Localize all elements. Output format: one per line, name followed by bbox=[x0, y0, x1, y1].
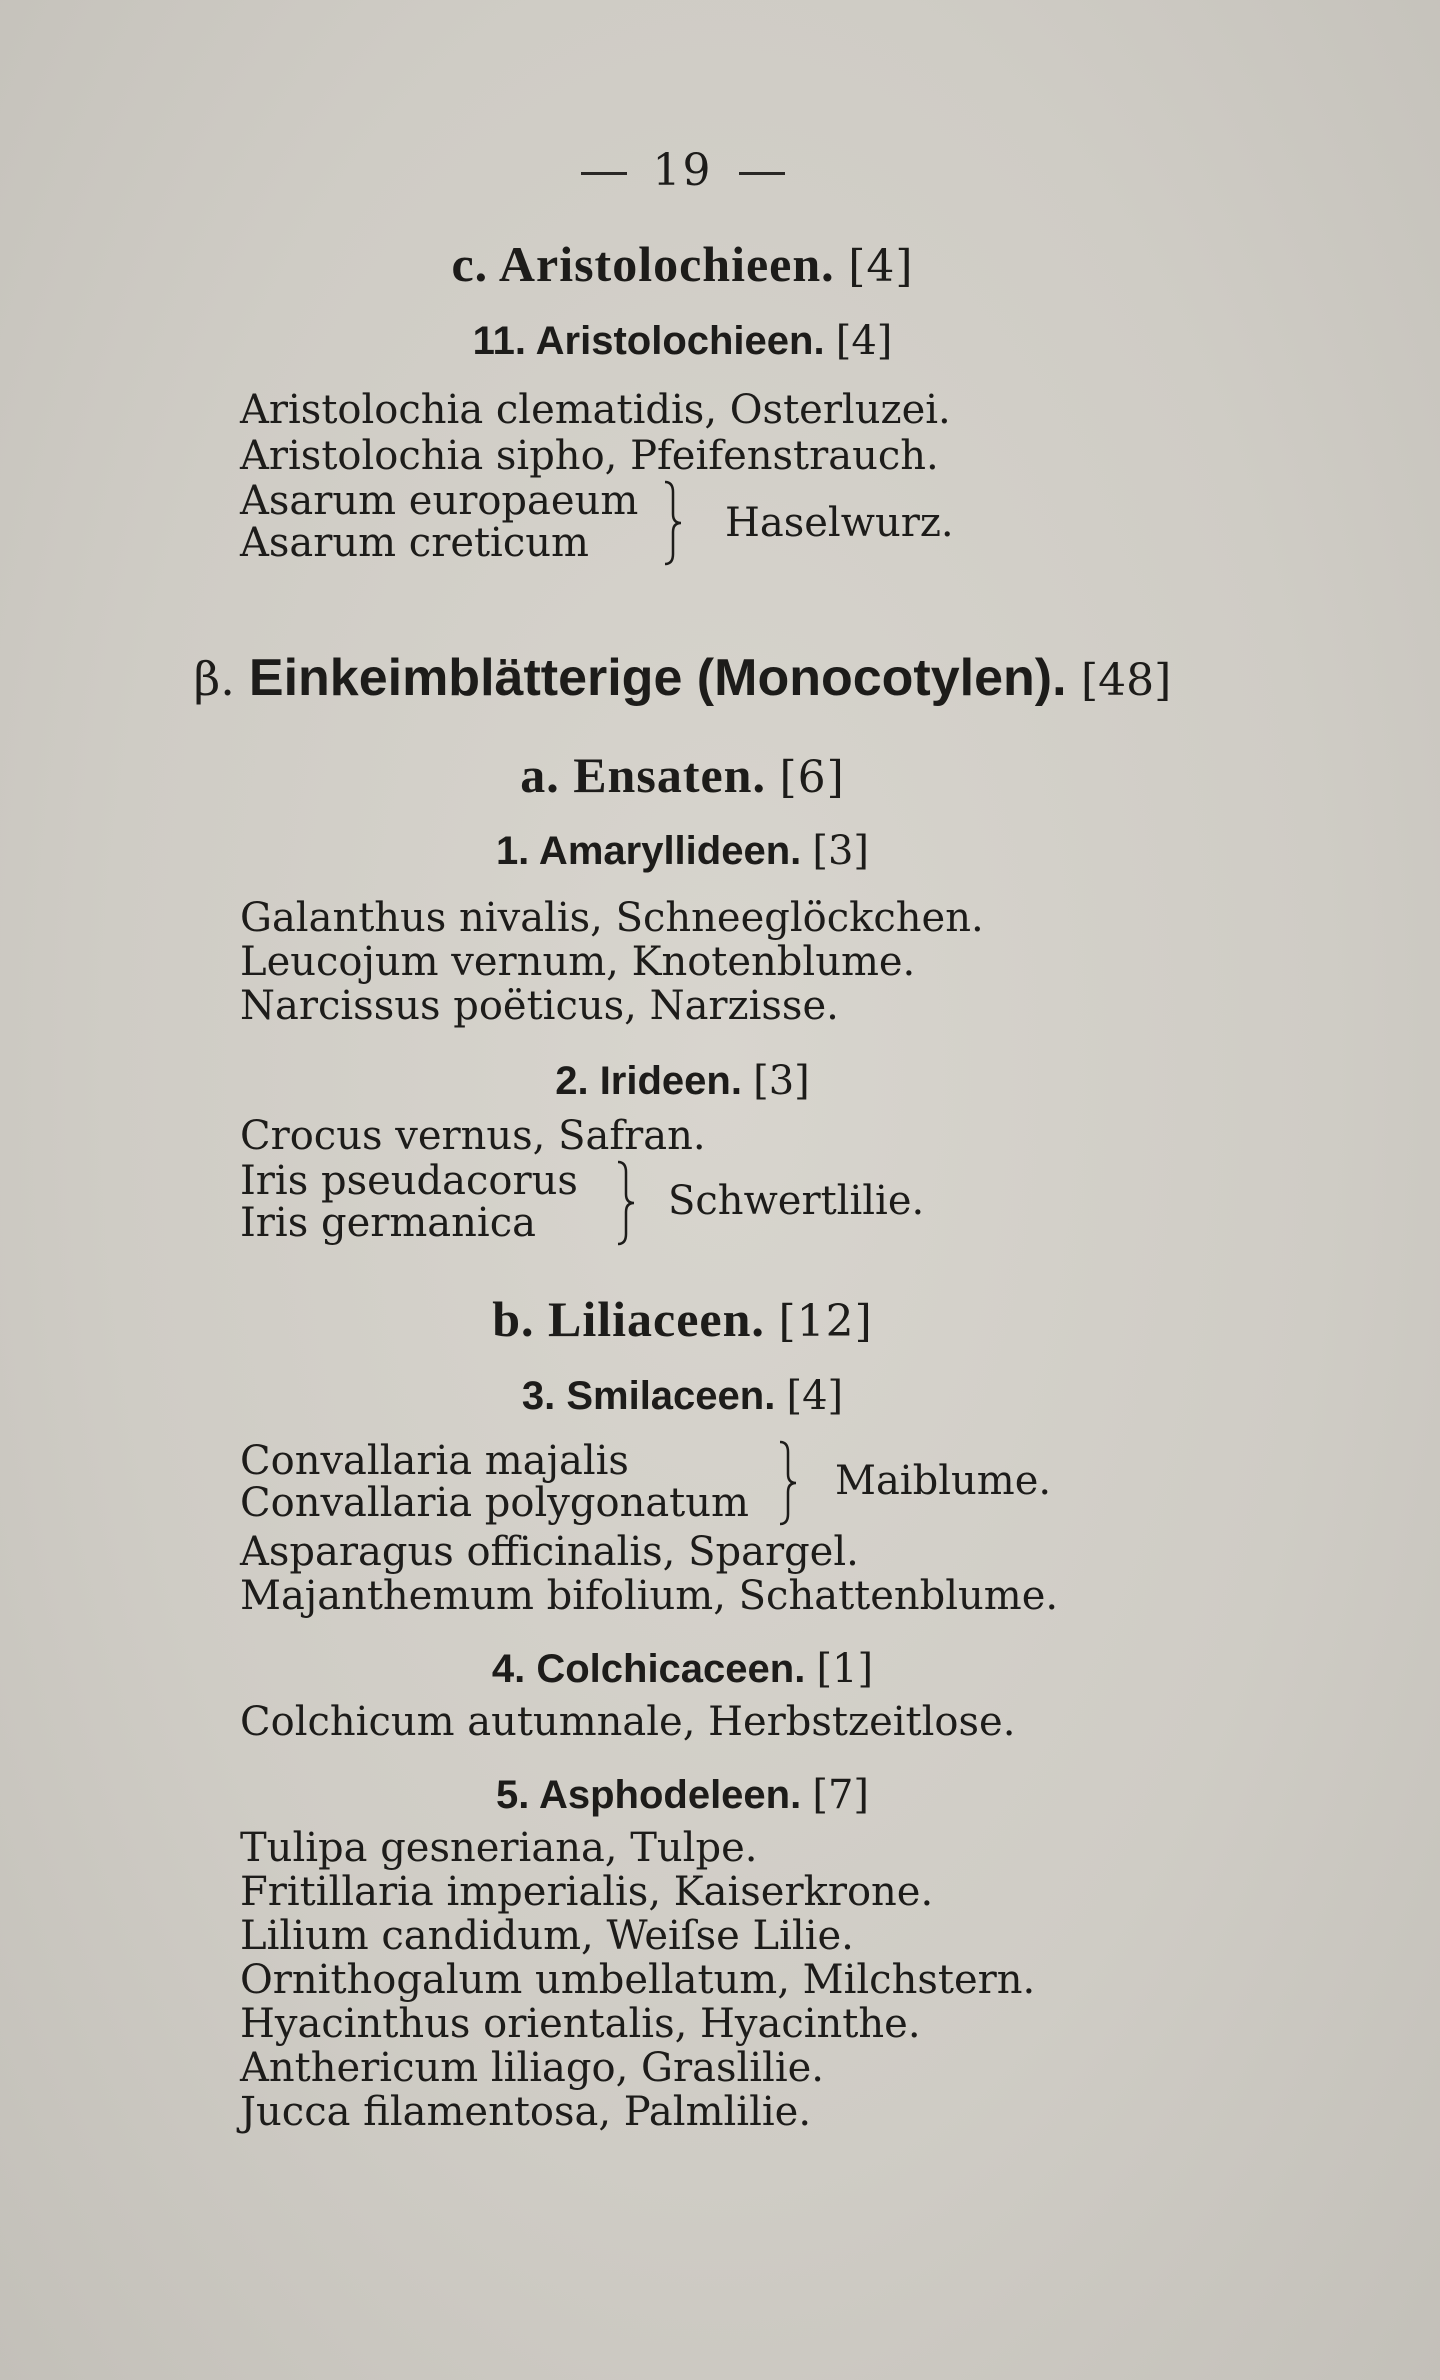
section-heading-a bbox=[0, 746, 1365, 804]
species-entry: Iris germanica bbox=[240, 1200, 536, 1246]
class-heading-beta bbox=[0, 648, 1365, 708]
species-entry: Anthericum liliago, Graslilie. bbox=[240, 2045, 825, 2091]
species-entry: Convallaria majalis bbox=[240, 1438, 629, 1484]
species-entry: Narcissus poëticus, Narzisse. bbox=[240, 983, 839, 1029]
class-count: [48] bbox=[1081, 655, 1172, 706]
species-entry: Aristolochia clematidis, Osterluzei. bbox=[240, 387, 951, 433]
family-count: [3] bbox=[753, 1058, 810, 1104]
section-heading-b bbox=[0, 1290, 1365, 1348]
family-title: 5. Asphodeleen. bbox=[495, 1773, 802, 1817]
species-entry: Tulipa gesneriana, Tulpe. bbox=[240, 1825, 758, 1871]
common-name: Maiblume. bbox=[835, 1458, 1052, 1504]
class-title: Einkeimblätterige (Monocotylen). bbox=[248, 649, 1067, 707]
family-count: [7] bbox=[812, 1772, 870, 1818]
common-name: Haselwurz. bbox=[725, 500, 954, 546]
species-entry: Leucojum vernum, Knotenblume. bbox=[240, 939, 916, 985]
section-count: [12] bbox=[778, 1296, 873, 1347]
family-title: 4. Colchicaceen. bbox=[491, 1647, 806, 1691]
page-number-value: 19 bbox=[652, 145, 713, 196]
section-title: c. Aristolochieen. bbox=[451, 236, 835, 292]
species-entry: Asparagus officinalis, Spargel. bbox=[240, 1529, 859, 1575]
family-heading-1 bbox=[0, 828, 1365, 874]
species-entry: Fritillaria imperialis, Kaiserkrone. bbox=[240, 1869, 934, 1915]
family-title: 11. Aristolochieen. bbox=[472, 319, 825, 363]
family-title: 2. Irideen. bbox=[555, 1059, 742, 1103]
section-count: [6] bbox=[779, 752, 845, 803]
species-entry: Crocus vernus, Safran. bbox=[240, 1113, 706, 1159]
species-entry: Asarum europaeum bbox=[240, 478, 639, 524]
family-title: 1. Amaryllideen. bbox=[495, 829, 802, 873]
section-title: a. Ensaten. bbox=[520, 747, 766, 803]
species-entry: Jucca filamentosa, Palmlilie. bbox=[240, 2089, 812, 2135]
species-entry: Hyacinthus orientalis, Hyacinthe. bbox=[240, 2001, 921, 2047]
family-heading-3 bbox=[0, 1373, 1365, 1419]
family-count: [3] bbox=[812, 828, 870, 874]
species-entry: Colchicum autumnale, Herbstzeitlose. bbox=[240, 1699, 1016, 1745]
page-number-dash-right bbox=[739, 172, 785, 175]
species-entry: Ornithogalum umbellatum, Milchstern. bbox=[240, 1957, 1036, 2003]
class-marker: β. bbox=[193, 652, 235, 706]
species-entry: Aristolochia sipho, Pfeifenstrauch. bbox=[240, 433, 939, 479]
family-heading-5 bbox=[0, 1772, 1365, 1818]
page-number-dash-left bbox=[581, 172, 627, 175]
family-title: 3. Smilaceen. bbox=[521, 1374, 776, 1418]
section-count: [4] bbox=[848, 241, 914, 292]
family-count: [4] bbox=[835, 318, 893, 364]
family-count: [1] bbox=[816, 1646, 874, 1692]
family-heading-11 bbox=[0, 318, 1365, 364]
species-entry: Lilium candidum, Weiſse Lilie. bbox=[240, 1913, 854, 1959]
section-heading-c bbox=[0, 235, 1365, 293]
species-entry: Iris pseudacorus bbox=[240, 1158, 578, 1204]
curly-brace-icon bbox=[616, 1160, 638, 1246]
section-title: b. Liliaceen. bbox=[492, 1291, 765, 1347]
species-entry: Convallaria polygonatum bbox=[240, 1480, 749, 1526]
family-heading-4 bbox=[0, 1646, 1365, 1692]
species-entry: Galanthus nivalis, Schneeglöckchen. bbox=[240, 895, 984, 941]
family-heading-2 bbox=[0, 1058, 1365, 1104]
species-entry: Majanthemum bifolium, Schattenblume. bbox=[240, 1573, 1059, 1619]
curly-brace-icon bbox=[778, 1440, 800, 1526]
curly-brace-icon bbox=[663, 480, 685, 566]
family-count: [4] bbox=[786, 1373, 844, 1419]
species-entry: Asarum creticum bbox=[240, 520, 589, 566]
page-number bbox=[0, 145, 1365, 196]
common-name: Schwertlilie. bbox=[668, 1178, 925, 1224]
